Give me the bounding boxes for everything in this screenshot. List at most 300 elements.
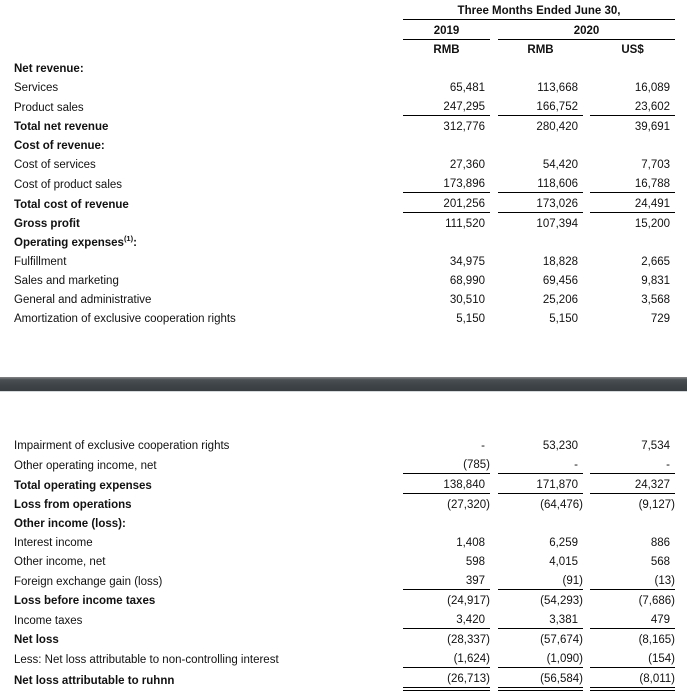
cell-value: 3,381 — [549, 614, 578, 626]
spacer — [675, 289, 687, 308]
cell-value: 397 — [465, 575, 485, 587]
cell-value: 39,691 — [634, 121, 671, 133]
cell-value: 2,665 — [641, 256, 671, 268]
cell-value: (7,686) — [638, 595, 675, 607]
table-row — [0, 668, 687, 690]
spacer — [490, 308, 498, 327]
cell-value: 201,256 — [443, 198, 485, 210]
cell-2020-rmb — [498, 668, 583, 690]
spacer — [490, 648, 498, 668]
cell-2019-rmb — [403, 494, 490, 514]
cell-2019-rmb — [403, 435, 490, 454]
cell-value: 479 — [650, 614, 670, 626]
cell-value: - — [574, 459, 578, 471]
spacer — [490, 590, 498, 610]
spacer — [583, 40, 590, 59]
cell-2019-rmb — [403, 590, 490, 610]
spacer — [675, 494, 687, 514]
cell-2020-rmb — [498, 232, 583, 251]
spacer — [675, 270, 687, 289]
cell-2020-rmb — [498, 251, 583, 270]
year-header-2019: 2019 — [403, 20, 490, 40]
cell-value: 16,788 — [634, 178, 671, 190]
spacer — [583, 551, 590, 570]
cell-value: 3,568 — [641, 294, 671, 306]
row-label: Loss before income taxes — [14, 595, 156, 607]
cell-2020-usd — [590, 77, 675, 96]
spacer — [583, 668, 590, 690]
spacer — [583, 173, 590, 193]
cell-2020-usd — [590, 135, 675, 154]
cell-value: 7,703 — [641, 159, 671, 171]
cell-value: (64,476) — [540, 499, 583, 511]
row-label: Interest income — [14, 537, 93, 549]
cell-value: 173,026 — [536, 198, 578, 210]
spacer — [490, 135, 498, 154]
spacer — [583, 251, 590, 270]
cell-value: - — [666, 459, 670, 471]
currency-header-2020-rmb: RMB — [527, 44, 554, 56]
row-label: Foreign exchange gain (loss) — [14, 575, 163, 588]
spacer — [583, 648, 590, 668]
spacer — [675, 96, 687, 116]
spacer — [583, 232, 590, 251]
cell-value: (8,011) — [639, 673, 675, 685]
row-label: Net loss attributable to ruhnn — [14, 675, 175, 687]
cell-value: 16,089 — [634, 82, 671, 94]
cell-value: 27,360 — [449, 159, 485, 171]
cell-2020-usd — [590, 435, 675, 454]
spacer — [583, 513, 590, 532]
spacer — [490, 251, 498, 270]
row-label: Less: Net loss attributable to non-controlling interest — [14, 653, 279, 666]
cell-2019-rmb — [403, 629, 490, 649]
spacer — [583, 609, 590, 629]
table-row — [0, 629, 687, 649]
cell-value: (57,674) — [540, 634, 583, 646]
cell-2020-rmb — [498, 494, 583, 514]
cell-2020-rmb — [498, 435, 583, 454]
cell-2019-rmb — [403, 648, 490, 668]
spacer — [490, 570, 498, 590]
cell-2019-rmb — [403, 77, 490, 96]
cell-2020-rmb — [498, 648, 583, 668]
cell-2020-usd — [590, 308, 675, 327]
cell-value: 1,408 — [456, 537, 485, 549]
spacer — [490, 629, 498, 649]
cell-value: 118,606 — [537, 178, 578, 190]
spacer — [490, 77, 498, 96]
row-label: Impairment of exclusive cooperation rights — [14, 440, 230, 452]
cell-2019-rmb — [403, 289, 490, 308]
row-label: Total operating expenses — [14, 479, 152, 492]
cell-2020-rmb — [498, 629, 583, 649]
cell-2020-usd — [590, 494, 675, 514]
row-label: Amortization of exclusive cooperation rights — [14, 313, 236, 325]
cell-value: (54,293) — [540, 595, 583, 607]
cell-value: 34,975 — [449, 256, 485, 268]
spacer — [490, 532, 498, 551]
cell-value: 24,491 — [634, 198, 671, 210]
cell-2020-usd — [590, 629, 675, 649]
cell-2020-rmb — [498, 532, 583, 551]
spacer — [675, 551, 687, 570]
table-row — [0, 648, 687, 668]
cell-2020-rmb — [498, 154, 583, 173]
cell-value: 107,394 — [536, 218, 578, 230]
cell-2020-usd — [590, 96, 675, 116]
spacer — [675, 58, 687, 77]
cell-value: (785) — [463, 459, 490, 471]
spacer — [675, 116, 687, 136]
row-label: Sales and marketing — [14, 275, 119, 287]
cell-2020-rmb — [498, 289, 583, 308]
spacer — [675, 532, 687, 551]
cell-2020-rmb — [498, 609, 583, 629]
cell-value: 24,327 — [634, 479, 670, 491]
table-row — [0, 308, 687, 327]
row-label: Total net revenue — [14, 121, 109, 133]
spacer — [675, 40, 687, 59]
spacer — [583, 96, 590, 116]
row-label: Cost of product sales — [14, 178, 123, 191]
cell-2019-rmb — [403, 474, 490, 494]
cell-value: (27,320) — [447, 499, 490, 511]
cell-2020-usd — [590, 532, 675, 551]
cell-2020-rmb — [498, 270, 583, 289]
cell-2019-rmb — [403, 232, 490, 251]
cell-2020-usd — [590, 289, 675, 308]
spacer — [583, 289, 590, 308]
income-statement-table-bottom — [0, 435, 687, 691]
cell-value: 7,534 — [641, 440, 670, 452]
currency-header-2019-rmb: RMB — [433, 44, 460, 56]
table-row — [0, 116, 687, 136]
row-label: Other income, net — [14, 556, 106, 568]
spacer — [490, 20, 498, 40]
page-break-bar — [0, 377, 687, 392]
table-row — [0, 513, 687, 532]
cell-value: 729 — [650, 313, 671, 325]
table-row — [0, 532, 687, 551]
spacer — [675, 20, 687, 40]
spacer — [583, 308, 590, 327]
spacer — [0, 20, 403, 40]
cell-2019-rmb — [403, 609, 490, 629]
cell-2020-rmb — [498, 454, 583, 474]
cell-2020-usd — [590, 551, 675, 570]
row-label: Income taxes — [14, 614, 83, 627]
cell-2020-usd — [590, 474, 675, 494]
cell-value: 54,420 — [542, 159, 578, 171]
spacer — [490, 609, 498, 629]
cell-value: 53,230 — [542, 440, 578, 452]
cell-value: 15,200 — [634, 218, 671, 230]
spacer — [490, 474, 498, 494]
row-label: Services — [14, 82, 59, 94]
cell-2019-rmb — [403, 116, 490, 136]
cell-value: (28,337) — [447, 634, 490, 646]
spacer — [490, 213, 498, 233]
table-row — [0, 193, 687, 213]
row-label: Operating expenses$^{(1)}$: — [14, 234, 137, 249]
spacer — [490, 193, 498, 213]
cell-value: 171,870 — [536, 479, 578, 491]
cell-value: 173,896 — [443, 178, 485, 190]
spacer — [583, 570, 590, 590]
spacer — [675, 251, 687, 270]
cell-value: (91) — [562, 575, 583, 587]
cell-value: 5,150 — [549, 313, 578, 325]
row-label: General and administrative — [14, 294, 152, 306]
spacer — [675, 135, 687, 154]
spacer — [675, 4, 687, 20]
cell-value: 5,150 — [456, 313, 485, 325]
spacer — [675, 648, 687, 668]
cell-2019-rmb — [403, 532, 490, 551]
spacer — [490, 270, 498, 289]
cell-value: 113,668 — [537, 82, 578, 94]
spacer — [583, 435, 590, 454]
row-label: Fulfillment — [14, 256, 67, 268]
cell-value: 18,828 — [542, 256, 578, 268]
cell-2020-usd — [590, 609, 675, 629]
table-row — [0, 435, 687, 454]
cell-2020-rmb — [498, 474, 583, 494]
cell-value: 568 — [650, 556, 670, 568]
cell-2020-rmb — [498, 213, 583, 233]
cell-value: (1,624) — [453, 653, 490, 665]
cell-value: 6,259 — [549, 537, 578, 549]
cell-2020-rmb — [498, 96, 583, 116]
table-row — [0, 213, 687, 233]
table-row — [0, 173, 687, 193]
spacer — [675, 173, 687, 193]
cell-2020-usd — [590, 154, 675, 173]
cell-2020-rmb — [498, 570, 583, 590]
row-label: Loss from operations — [14, 499, 132, 511]
spacer — [490, 232, 498, 251]
table-row — [0, 96, 687, 116]
cell-2020-rmb — [498, 116, 583, 136]
cell-value: 30,510 — [449, 294, 485, 306]
cell-2020-usd — [590, 454, 675, 474]
spacer — [675, 77, 687, 96]
cell-2020-usd — [590, 173, 675, 193]
cell-value: 3,420 — [456, 614, 485, 626]
table-row — [0, 609, 687, 629]
cell-2019-rmb — [403, 193, 490, 213]
cell-value: 4,015 — [549, 556, 578, 568]
cell-2020-rmb — [498, 513, 583, 532]
spacer — [675, 629, 687, 649]
spacer — [675, 454, 687, 474]
table-row — [0, 570, 687, 590]
table-row — [0, 40, 687, 59]
spacer — [490, 154, 498, 173]
cell-2019-rmb — [403, 135, 490, 154]
cell-2020-usd — [590, 232, 675, 251]
spacer — [490, 40, 498, 59]
spacer — [583, 193, 590, 213]
row-label: Other operating income, net — [14, 459, 157, 472]
spacer — [583, 454, 590, 474]
spacer — [675, 513, 687, 532]
spacer — [0, 4, 403, 20]
cell-2020-usd — [590, 590, 675, 610]
table-row — [0, 494, 687, 514]
cell-2019-rmb — [403, 251, 490, 270]
spacer — [583, 270, 590, 289]
cell-2020-usd — [590, 513, 675, 532]
row-label: Net loss — [14, 634, 59, 646]
cell-2019-rmb — [403, 154, 490, 173]
income-statement-table-top — [0, 4, 687, 327]
spacer — [490, 96, 498, 116]
spacer — [490, 435, 498, 454]
cell-2019-rmb — [403, 551, 490, 570]
cell-2020-usd — [590, 570, 675, 590]
spacer — [0, 40, 403, 59]
cell-2020-rmb — [498, 193, 583, 213]
cell-value: 111,520 — [445, 218, 485, 230]
spacer — [583, 135, 590, 154]
cell-2019-rmb — [403, 58, 490, 77]
cell-2020-usd — [590, 270, 675, 289]
cell-value: (13) — [654, 575, 675, 587]
row-label: Total cost of revenue — [14, 198, 129, 211]
cell-2020-usd — [590, 116, 675, 136]
spacer — [583, 629, 590, 649]
table-row — [0, 154, 687, 173]
cell-value: 68,990 — [449, 275, 485, 287]
cell-2020-usd — [590, 213, 675, 233]
spacer — [583, 154, 590, 173]
currency-header-2020-usd: US$ — [621, 44, 644, 56]
cell-value: 65,481 — [449, 82, 485, 94]
cell-value: 280,420 — [536, 121, 578, 133]
table-row — [0, 454, 687, 474]
table-row — [0, 58, 687, 77]
cell-value: - — [481, 440, 485, 452]
cell-value: 138,840 — [443, 479, 485, 491]
table-row — [0, 77, 687, 96]
cell-2019-rmb — [403, 213, 490, 233]
cell-value: 886 — [650, 537, 670, 549]
cell-2020-usd — [590, 58, 675, 77]
table-row — [0, 270, 687, 289]
spacer — [675, 668, 687, 690]
row-label: Cost of services — [14, 159, 96, 171]
cell-2020-usd — [590, 648, 675, 668]
cell-2020-rmb — [498, 135, 583, 154]
period-header: Three Months Ended June 30, — [403, 4, 675, 20]
spacer — [583, 474, 590, 494]
spacer — [490, 289, 498, 308]
spacer — [583, 532, 590, 551]
cell-2019-rmb — [403, 96, 490, 116]
row-label: Net revenue: — [14, 63, 84, 75]
table-row — [0, 590, 687, 610]
spacer — [675, 590, 687, 610]
spacer — [490, 668, 498, 690]
spacer — [675, 474, 687, 494]
spacer — [583, 494, 590, 514]
table-row — [0, 289, 687, 308]
table-row — [0, 251, 687, 270]
spacer — [583, 590, 590, 610]
row-label: Product sales — [14, 101, 84, 114]
spacer — [583, 213, 590, 233]
cell-2019-rmb — [403, 570, 490, 590]
cell-2020-rmb — [498, 58, 583, 77]
cell-value: (24,917) — [447, 595, 490, 607]
spacer — [675, 213, 687, 233]
spacer — [490, 494, 498, 514]
spacer — [675, 570, 687, 590]
spacer — [490, 551, 498, 570]
spacer — [675, 609, 687, 629]
spacer — [675, 154, 687, 173]
spacer — [490, 116, 498, 136]
spacer — [490, 58, 498, 77]
cell-value: 598 — [465, 556, 485, 568]
cell-value: 69,456 — [542, 275, 578, 287]
cell-value: 247,295 — [443, 101, 485, 113]
cell-2019-rmb — [403, 454, 490, 474]
cell-2019-rmb — [403, 308, 490, 327]
spacer — [583, 58, 590, 77]
row-label: Other income (loss): — [14, 518, 126, 530]
cell-value: 166,752 — [536, 101, 578, 113]
cell-2020-usd — [590, 193, 675, 213]
year-header-2020: 2020 — [498, 20, 675, 40]
footnote-ref: (1) — [123, 234, 134, 244]
cell-value: (8,165) — [638, 634, 675, 646]
row-label: Gross profit — [14, 218, 80, 230]
cell-2020-usd — [590, 251, 675, 270]
cell-value: (1,090) — [546, 653, 583, 665]
cell-2019-rmb — [403, 270, 490, 289]
table-row — [0, 135, 687, 154]
row-label: Cost of revenue: — [14, 140, 105, 152]
cell-value: 25,206 — [542, 294, 578, 306]
spacer — [675, 435, 687, 454]
spacer — [490, 513, 498, 532]
spacer — [675, 232, 687, 251]
cell-value: (154) — [648, 653, 675, 665]
cell-2020-rmb — [498, 173, 583, 193]
cell-2019-rmb — [403, 513, 490, 532]
cell-2020-rmb — [498, 77, 583, 96]
table-row — [0, 474, 687, 494]
spacer — [675, 193, 687, 213]
cell-value: 312,776 — [443, 121, 485, 133]
table-row — [0, 551, 687, 570]
cell-value: 23,602 — [634, 101, 671, 113]
table-row — [0, 232, 687, 251]
cell-2020-usd — [590, 668, 675, 690]
cell-2019-rmb — [403, 668, 490, 690]
spacer — [675, 308, 687, 327]
cell-value: (56,584) — [540, 673, 583, 685]
cell-2020-rmb — [498, 551, 583, 570]
cell-2020-rmb — [498, 308, 583, 327]
spacer — [583, 77, 590, 96]
table-row — [0, 4, 687, 20]
table-row — [0, 20, 687, 40]
spacer — [490, 454, 498, 474]
